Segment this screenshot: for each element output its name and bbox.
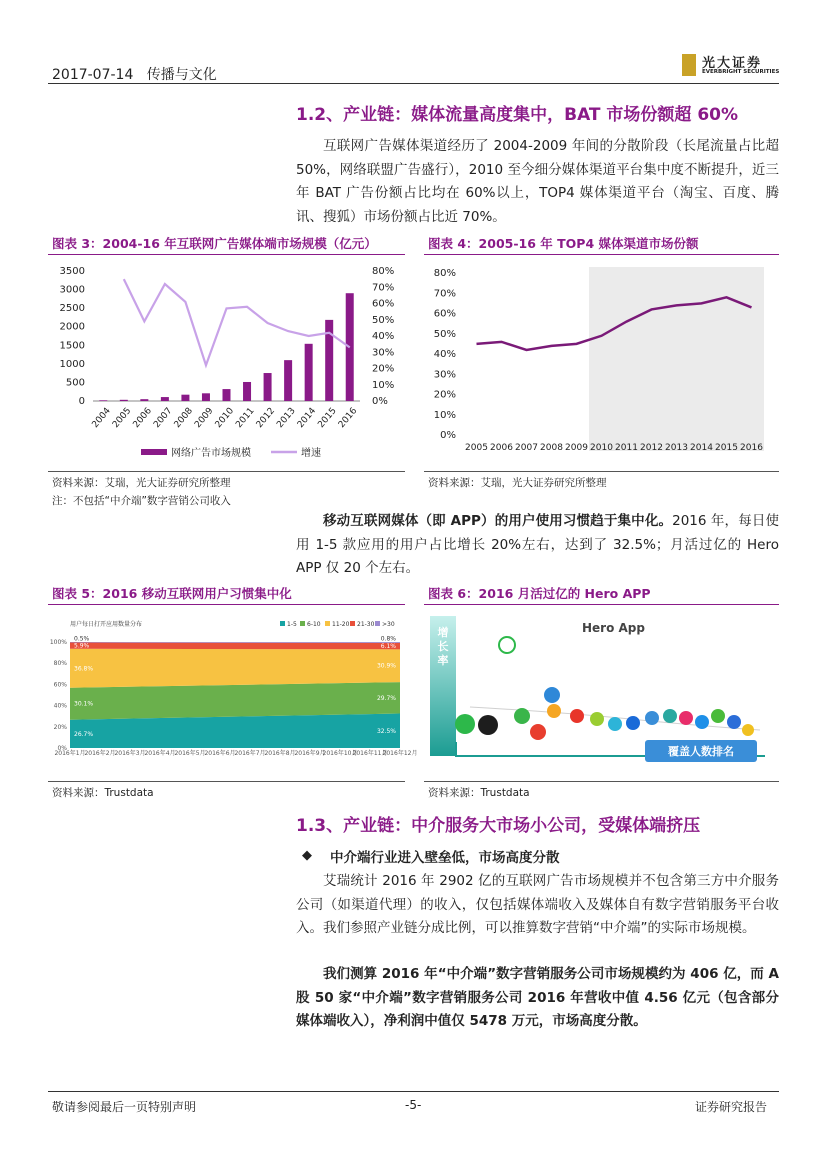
- fig6-y-label-3: 率: [437, 654, 449, 667]
- fig5-area-band: [70, 643, 400, 650]
- fig4-xtick: 2014: [690, 443, 713, 453]
- fig6-chart: [430, 612, 775, 770]
- app-icon-green: [590, 712, 604, 726]
- alipay-icon: [608, 717, 622, 731]
- fig3-bar: [99, 400, 107, 401]
- fig3-xtick: 2016: [336, 406, 360, 431]
- app-icon-red: [530, 724, 546, 740]
- fig3-ytick-left: 500: [65, 377, 85, 389]
- fig3-ytick-right: 50%: [372, 314, 395, 326]
- app-icon-pink: [679, 711, 693, 725]
- taobao-icon: [514, 708, 530, 724]
- fig3-ytick-left: 1500: [59, 340, 85, 352]
- section-1-2-paragraph: 互联网广告媒体渠道经历了 2004-2009 年间的分散阶段（长尾流量占比超 50%，网络联盟广告盛行），2010 至今细分媒体渠道平台集中度不断提升，近三年 BAT 广告份额占比均在 60%以上，TOP4 媒体渠道平台（淘宝、百度、腾讯、搜狐）市场份额占比近 70%。: [296, 138, 779, 225]
- fig6-chart-title: Hero App: [582, 621, 645, 635]
- fig3-xtick: 2011: [234, 406, 257, 431]
- fig5-xtick: 2016年9月: [294, 750, 326, 757]
- qq-icon: [478, 715, 498, 735]
- fig5-ytick: 20%: [53, 723, 67, 731]
- section-1-3-paragraph: 艾瑞统计 2016 年 2902 亿的互联网广告市场规模并不包含第三方中介服务公司（如渠道代理）的收入，仅包括媒体端收入及媒体自有数字营销服务平台收入。我们参照产业链分成比例，可以推算数字营销“中介端”的实际市场规模。: [296, 873, 779, 936]
- fig5-label-right: 0.8%: [380, 635, 396, 643]
- fig3-ytick-right: 0%: [372, 396, 388, 407]
- footer-report-type: 证券研究报告: [695, 1100, 768, 1114]
- fig3-legend-bar-label: 网络广告市场规模: [171, 448, 251, 459]
- fig5-ytick: 100%: [49, 639, 67, 646]
- fig3-bar: [161, 397, 169, 401]
- fig5-label-right: 29.7%: [376, 694, 396, 702]
- fig5-xtick: 2016年7月: [234, 750, 266, 757]
- fig5-xtick: 2016年8月: [264, 750, 296, 757]
- fig3-xtick: 2010: [213, 406, 237, 431]
- app-icon-shield: [645, 711, 659, 725]
- app-icon-green-2: [711, 709, 725, 723]
- fig6-y-label-2: 长: [437, 640, 449, 653]
- fig5-legend-label: 11-20: [332, 621, 350, 628]
- fig4-ytick: 70%: [433, 288, 456, 300]
- bullet-heading: 中介端行业进入壁垒低，市场高度分散: [330, 850, 560, 866]
- fig4-ytick: 50%: [433, 328, 456, 340]
- fig5-ytick: 0%: [57, 745, 67, 752]
- fig5-xtick: 2016年12月: [382, 750, 418, 757]
- fig3-note: 注：不包括“中介端”数字营销公司收入: [52, 495, 231, 507]
- mobile-paragraph: 移动互联网媒体（即 APP）的用户使用习惯趋于集中化。2016 年，每日使用 1-5 款应用的用户占比增长 20%左右，达到了 32.5%；月活过亿的 Hero APP 仅 20 个左右。: [296, 513, 779, 576]
- fig5-label-left: 0.5%: [74, 635, 90, 643]
- fig4-ytick: 80%: [433, 268, 456, 279]
- fig3-bar: [284, 360, 292, 401]
- fig3-ytick-left: 2500: [59, 303, 85, 315]
- fig5-legend-swatch: [350, 621, 355, 626]
- iqiyi-icon: [499, 637, 515, 653]
- fig4-xtick: 2009: [565, 443, 588, 453]
- fig3-bar: [305, 344, 313, 401]
- weibo-icon: [570, 709, 584, 723]
- fig3-ytick-left: 2000: [59, 321, 85, 333]
- company-logo: 光大证券 EVERBRIGHT SECURITIES: [682, 52, 782, 80]
- fig3-ytick-right: 30%: [372, 347, 395, 359]
- fig4-ytick: 10%: [433, 409, 456, 421]
- fig4-xtick: 2012: [640, 443, 663, 453]
- fig5-source: 资料来源：Trustdata: [52, 787, 154, 799]
- fig6-title: 图表 6：2016 月活过亿的 Hero APP: [428, 586, 651, 601]
- fig5-ytick: 80%: [53, 660, 67, 668]
- fig6-y-label-1: 增: [437, 626, 449, 639]
- fig5-legend-swatch: [300, 621, 305, 626]
- fig5-legend-swatch: [325, 621, 330, 626]
- fig4-ytick: 30%: [433, 369, 456, 381]
- fig5-legend-label: 6-10: [307, 621, 321, 628]
- fig5-chart: [48, 618, 418, 760]
- fig5-ytick: 40%: [53, 702, 67, 710]
- fig6-source: 资料来源：Trustdata: [428, 787, 530, 799]
- fig3-ytick-left: 1000: [59, 358, 85, 370]
- fig5-legend-label: >30: [382, 621, 395, 628]
- fig4-ytick: 0%: [440, 430, 456, 441]
- bullet-diamond-icon: ◆: [302, 848, 312, 863]
- fig5-legend-label: 1-5: [287, 621, 297, 628]
- fig4-title: 图表 4：2005-16 年 TOP4 媒体渠道市场份额: [428, 236, 699, 251]
- header-rule: [48, 83, 779, 84]
- fig3-xtick: 2009: [193, 406, 216, 431]
- fig3-ytick-right: 40%: [372, 331, 395, 342]
- fig3-ytick-right: 10%: [372, 379, 395, 391]
- fig5-xtick: 2016年1月: [54, 750, 86, 757]
- section-title-1-3: 1.3、产业链：中介服务大市场小公司，受媒体端挤压: [296, 816, 701, 836]
- fig4-ytick: 60%: [433, 308, 456, 320]
- section-1-3-bold-paragraph: 我们测算 2016 年“中介端”数字营销服务公司市场规模约为 406 亿，而 A 股 50 家“中介端”数字营销服务公司 2016 年营收中值 4.56 亿元（包含部分媒体端收入），净利润中值仅 5478 万元，市场高度分散。: [296, 966, 779, 1029]
- fig3-xtick: 2006: [131, 406, 154, 431]
- app-icon-blue-2: [727, 715, 741, 729]
- app-icon-light-blue: [695, 715, 709, 729]
- fig3-bar: [264, 373, 272, 401]
- fig5-xtick: 2016年3月: [114, 750, 146, 757]
- fig5-ytick: 60%: [53, 681, 67, 689]
- fig5-xtick: 2016年6月: [204, 750, 236, 757]
- fig4-xtick: 2010: [590, 443, 613, 453]
- fig5-xtick: 2016年2月: [84, 750, 116, 757]
- fig5-xtick: 2016年5月: [174, 750, 206, 757]
- fig3-xtick: 2012: [254, 406, 278, 431]
- fig3-ytick-right: 80%: [372, 266, 395, 277]
- fig4-xtick: 2007: [515, 443, 538, 453]
- fig4-xtick: 2015: [715, 443, 738, 453]
- fig3-xtick: 2014: [295, 406, 319, 431]
- fig3-xtick: 2004: [90, 406, 113, 431]
- fig3-xtick: 2005: [111, 406, 134, 431]
- fig5-legend-swatch: [375, 621, 380, 626]
- fig5-xtick: 2016年4月: [144, 750, 176, 757]
- app-icon-blue: [544, 687, 560, 703]
- fig3-legend-bar-swatch: [141, 449, 167, 455]
- fig3-bar: [120, 400, 128, 401]
- fig5-label-right: 30.9%: [376, 662, 396, 670]
- fig4-xtick: 2013: [665, 443, 688, 453]
- fig3-xtick: 2015: [316, 406, 339, 431]
- header-date: 2017-07-14 传播与文化: [52, 67, 217, 83]
- fig3-xtick: 2008: [172, 406, 196, 431]
- app-icon-orange: [547, 704, 561, 718]
- fig3-ytick-left: 0: [78, 396, 85, 407]
- fig3-chart: [48, 258, 408, 468]
- fig3-legend-line-label: 增速: [301, 448, 321, 459]
- fig5-label-left: 30.1%: [74, 700, 94, 708]
- fig5-label-left: 36.8%: [74, 665, 94, 673]
- footer-disclaimer: 敬请参阅最后一页特别声明: [52, 1100, 197, 1114]
- fig4-xtick: 2005: [465, 443, 488, 453]
- fig3-bar: [243, 382, 251, 401]
- app-icon-dark-blue: [626, 716, 640, 730]
- fig4-chart: [424, 258, 779, 468]
- fig5-xtick: 2016年10月: [322, 750, 358, 757]
- fig3-ytick-left: 3500: [59, 266, 85, 277]
- fig3-source: 资料来源：艾瑞，光大证券研究所整理: [52, 477, 231, 489]
- fig4-xtick: 2006: [490, 443, 513, 453]
- fig5-legend-label: 21-30: [357, 621, 375, 628]
- page-number: -5-: [405, 1098, 422, 1112]
- fig5-xtick: 2016年11月: [352, 750, 388, 757]
- fig4-shaded-region: [589, 267, 764, 451]
- fig5-label-right: 6.1%: [380, 643, 396, 651]
- fig4-source: 资料来源：艾瑞，光大证券研究所整理: [428, 477, 607, 489]
- fig3-bar: [181, 395, 189, 401]
- wechat-icon: [455, 714, 475, 734]
- fig3-ytick-right: 60%: [372, 298, 395, 310]
- fig5-area-band: [70, 649, 400, 688]
- fig5-label-left: 5.9%: [74, 642, 90, 650]
- fig3-title: 图表 3：2004-16 年互联网广告媒体端市场规模（亿元）: [52, 236, 377, 251]
- fig3-xtick: 2013: [275, 406, 298, 431]
- app-icon-teal: [663, 709, 677, 723]
- fig4-xtick: 2008: [540, 443, 563, 453]
- fig3-growth-line: [124, 279, 350, 365]
- fig4-ytick: 20%: [433, 389, 456, 401]
- fig5-label-right: 32.5%: [376, 727, 396, 735]
- fig3-ytick-right: 20%: [372, 363, 395, 375]
- fig6-x-label: 覆盖人数排名: [668, 745, 734, 758]
- fig3-xtick: 2007: [152, 406, 175, 431]
- fig3-ytick-right: 70%: [372, 282, 395, 294]
- fig4-ytick: 40%: [433, 349, 456, 360]
- fig3-bar: [140, 399, 148, 401]
- chrome-icon: [742, 724, 754, 736]
- fig4-xtick: 2016: [740, 443, 763, 453]
- fig3-bar: [202, 393, 210, 401]
- fig4-xtick: 2011: [615, 443, 638, 453]
- fig5-label-left: 26.7%: [74, 730, 94, 738]
- section-title-1-2: 1.2、产业链：媒体流量高度集中，BAT 市场份额超 60%: [296, 105, 739, 125]
- fig5-area-band: [70, 682, 400, 720]
- footer-rule: [48, 1091, 779, 1092]
- fig5-legend-swatch: [280, 621, 285, 626]
- fig5-title: 图表 5：2016 移动互联网用户习惯集中化: [52, 586, 292, 601]
- fig5-inner-title: 用户每日打开应用数量分布: [70, 621, 143, 628]
- fig3-ytick-left: 3000: [59, 284, 85, 296]
- fig3-bar: [223, 389, 231, 401]
